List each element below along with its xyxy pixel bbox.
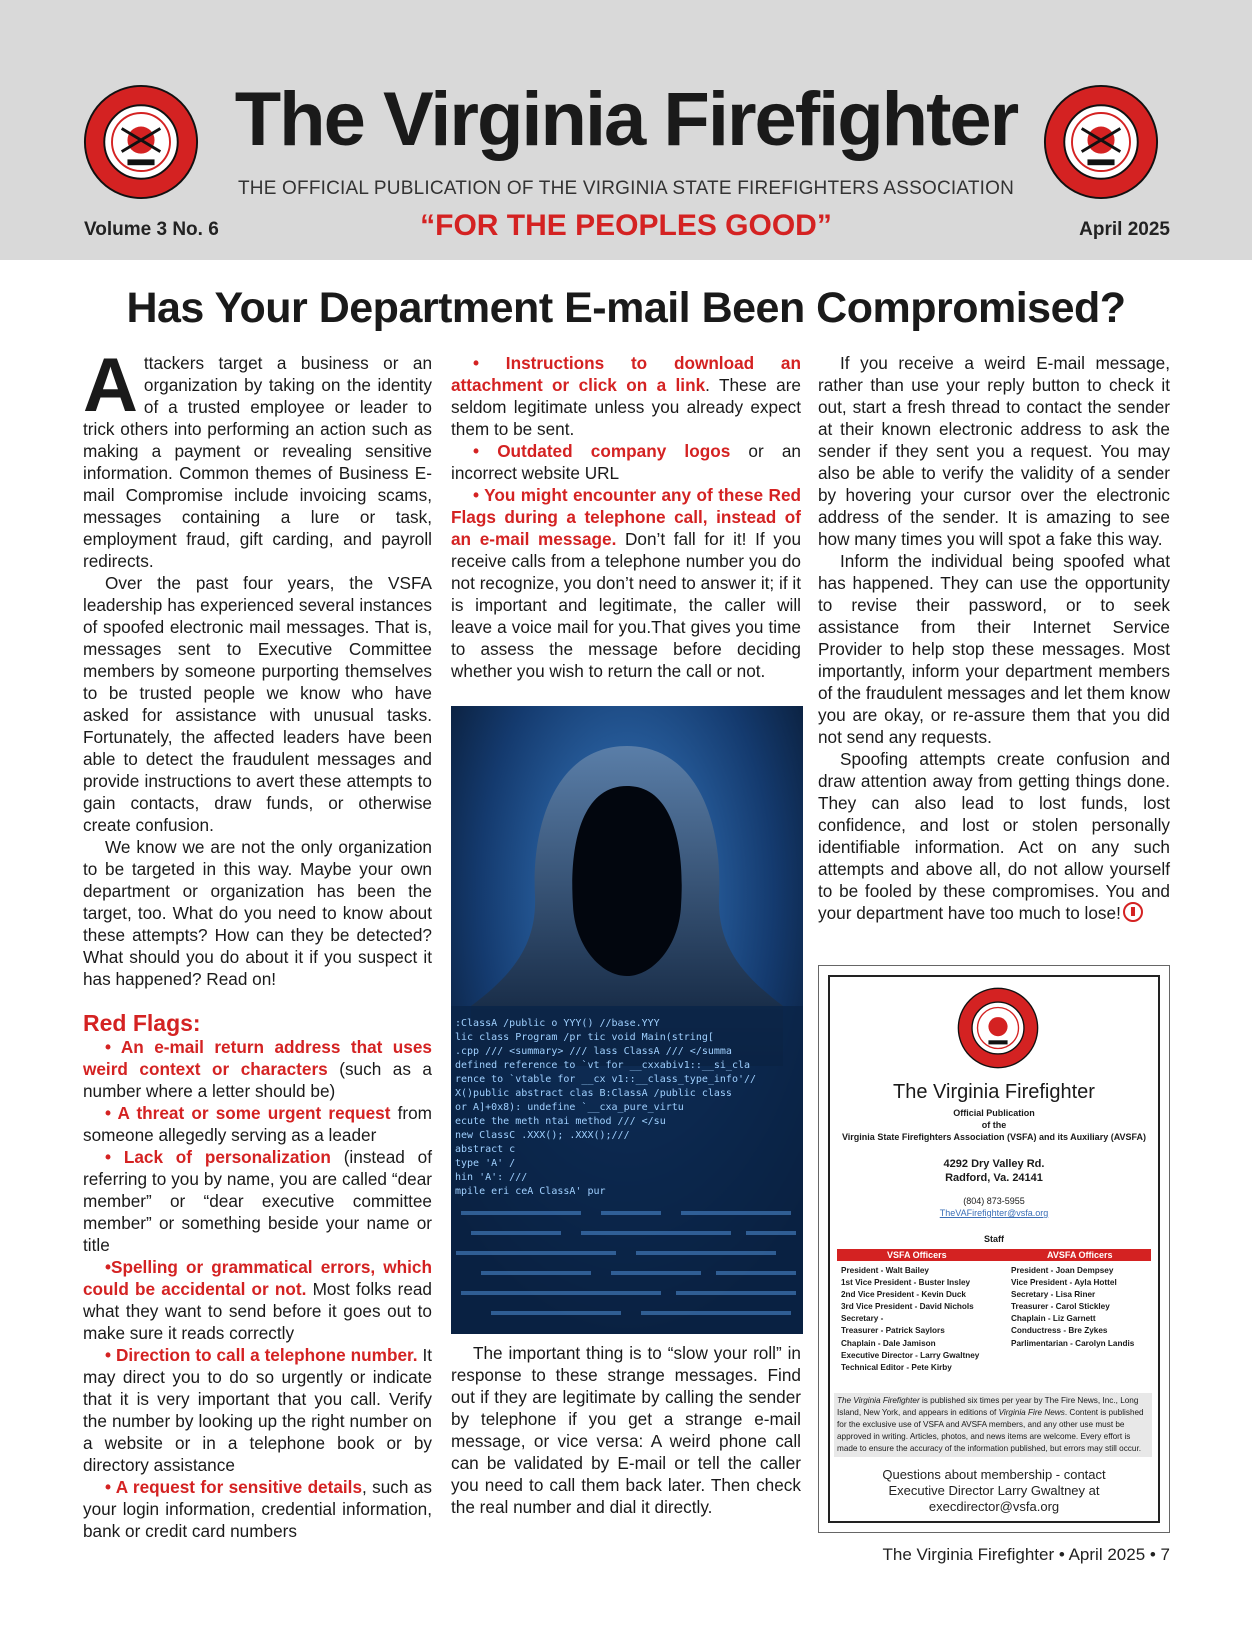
flag-item: • A request for sensitive details, such as your login information, credential information, bank or credit card numbers [83,1477,432,1541]
info-phone: (804) 873-5955 [963,1196,1025,1206]
officer: President - Walt Bailey [841,1266,929,1275]
code-line: type 'A' / [455,1158,516,1169]
membership-contact: Questions about membership - contact Executive Director Larry Gwaltney at execdirector@vsfa.org [830,1467,1158,1515]
officer: Conductress - Bre Zykes [1011,1326,1108,1336]
paragraph: We know we are not the only organization to be targeted in this way. Maybe your own department or organization has been the target, too. What do you need to know about these attempts? How can they be detected? What should you do about it if you suspect it has happened? Read on! [83,837,432,989]
code-line: rence to `vtable for __cx v1::__class_type_info'// [455,1074,757,1085]
paragraph: Spoofing attempts create confusion and draw attention away from getting things done. They can also lead to lost funds, lost confidence, and lost or stolen personally identifiable information. Act on any such attempts and above all, do not allow yourself to be fooled by these compromises. You and your department have too much to lose! [818,749,1170,923]
info-association: Virginia State Firefighters Association (VSFA) and its Auxiliary (AVSFA) [841,1132,1147,1142]
officer: Chaplain - Dale Jamison [841,1338,936,1348]
article-column-1 [83,343,433,1542]
masthead [0,0,1252,260]
code-line: defined reference to `vt for __cxxabiv1::__si_cla [455,1060,751,1071]
code-line: .cpp /// <summary> /// lass ClassA /// </summa [455,1046,732,1057]
officer: Technical Editor - Pete Kirby [841,1362,952,1372]
officer: Executive Director - Larry Gwaltney [841,1350,980,1360]
info-of-the: of the [981,1120,1007,1130]
officer: Parlimentarian - Carolyn Landis [1011,1338,1135,1348]
code-line: X()public abstract clas B:ClassA /public class [455,1088,732,1099]
flag-item: • A threat or some urgent request from someone allegedly serving as a leader [83,1103,432,1145]
contact-email[interactable]: execdirector@vsfa.org [928,1499,1060,1514]
info-title: The Virginia Firefighter [893,1081,1095,1103]
flag-item: • Instructions to download an attachment or click on a link. These are seldom legitimate unless you already expect them to be sent. [451,353,801,439]
vsfa-officers-heading: VSFA Officers [887,1250,947,1260]
flag-item: • Outdated company logos or an incorrect website URL [451,441,801,483]
end-mark-icon [1123,902,1143,922]
code-line: lic class Program /pr tic void Main(string[ [455,1032,714,1043]
officer: Chaplain - Liz Garnett [1011,1314,1096,1324]
code-line: abstract c [455,1144,516,1155]
info-staff: Staff [984,1234,1004,1244]
paragraph: Over the past four years, the VSFA leadership has experienced several instances of spoofed electronic mail messages. That is, messages sent to Executive Committee members by someone purporting themselves to be trusted people we know who have asked for assistance with unusual tasks. Fortunately, the affected leaders have been able to detect the fraudulent messages and provide instructions to avert these attempts to gain contacts, draw funds, or otherwise create confusion. [83,573,432,835]
masthead-title: The Virginia Firefighter [234,77,1018,162]
officer: 3rd Vice President - David Nichols [841,1302,974,1312]
motto: “FOR THE PEOPLES GOOD” [420,209,832,242]
officer: 2nd Vice President - Kevin Duck [841,1290,966,1300]
info-email-wrap [830,1208,1158,1218]
article-column-2 [451,352,801,682]
paragraph: If you receive a weird E-mail message, rather than use your reply button to check it out, start a fresh thread to contact the sender at their known electronic address to ask the sender if they sent you a request. You may also be able to verify the validity of a sender by hovering your cursor over the electronic address of the sender. It is amazing to see how many times you will spot a fake this way. [818,353,1170,549]
code-line: new ClassC .XXX(); .XXX();/// [455,1130,630,1141]
publication-note: The Virginia Firefighter is published six times per year by The Fire News, Inc., Long Island, New York, and appears in editions of Virginia Fire News. Content is published for the exclusive use of VSFA and AVSFA members, and any other use must be approved in writing. Articles, photos, and news items are welcome. Every effort is made to ensure the accuracy of the information published, but errors may still occur. [834,1393,1152,1457]
info-email-link[interactable]: TheVAFirefighter@vsfa.org [939,1208,1049,1218]
drop-cap: A [83,343,138,428]
flag-item: •Spelling or grammatical errors, which could be accidental or not. Most folks read what they want to send before it goes out to make sure it reads correctly [83,1257,432,1343]
volume-label: Volume 3 No. 6 [84,219,219,240]
publication-info-box [818,965,1170,1533]
info-official: Official Publication [953,1108,1035,1118]
article-column-3 [818,352,1170,924]
officer: Secretary - [841,1314,884,1324]
intro-paragraph: Attackers target a business or an organization by taking on the identity of a trusted employee or leader to trick others into performing an action such as making a payment or revealing sensitive information. Common themes of Business E-mail Compromise include invoicing scams, messages containing a lure or task, employment fraud, gift carding, and payroll redirects. [83,343,432,571]
officer: Vice President - Ayla Hottel [1011,1278,1117,1288]
paragraph: The important thing is to “slow your roll” in response to these strange messages. Find out if they are legitimate by calling the sender by telephone if you get a strange e-mail message, or vice versa: A weird phone call can be validated by E-mail or tell the caller you need to call them back later. Then check the real number and dial it directly. [451,1343,801,1517]
page-footer: The Virginia Firefighter • April 2025 • 7 [882,1545,1170,1564]
red-flags-heading: Red Flags: [83,1010,201,1036]
code-line: hin 'A': /// [455,1172,528,1183]
flag-item: • Direction to call a telephone number. It may direct you to do so urgently or indicate that it is very important that you call. Verify the number by looking up the right number on a website or in a telephone book or by directory assistance [83,1345,433,1475]
info-address-2: Radford, Va. 24141 [945,1172,1043,1184]
masthead-subtitle: THE OFFICIAL PUBLICATION OF THE VIRGINIA STATE FIREFIGHTERS ASSOCIATION [237,178,1015,199]
officers-header-bar [837,1249,1151,1261]
officer: Treasurer - Patrick Saylors [841,1326,945,1336]
paragraph: Inform the individual being spoofed what has happened. They can use the opportunity to revise their password, or to seek assistance from their Internet Service Provider to help stop these messages. Most importantly, inform your department members of the fraudulent messages and let them know you are okay, or re-assure them that you did not send any requests. [818,551,1170,747]
code-line: mpile eri ceA ClassA' pur [455,1186,606,1197]
code-line: ecute the meth ntai method /// </su [455,1116,666,1127]
code-line: or A]+0x8): undefine `__cxa_pure_virtu [455,1102,684,1113]
flag-item: • An e-mail return address that uses weird context or characters (such as a number where a letter should be) [83,1037,432,1101]
flag-item: • You might encounter any of these Red Flags during a telephone call, instead of an e-mail message. Don’t fall for it! If you receive calls from a telephone number you do not recognize, you don’t need to answer it; if it is important and legitimate, the caller will leave a voice mail for you.That gives you time to assess the message before deciding whether you wish to return the call or not. [451,485,802,681]
info-address-1: 4292 Dry Valley Rd. [943,1158,1045,1170]
officer: 1st Vice President - Buster Insley [841,1278,971,1288]
seal-icon [957,987,1039,1069]
issue-date: April 2025 [1079,219,1170,240]
officer: President - Joan Dempsey [1011,1266,1114,1275]
code-line: :ClassA /public o YYY() //base.YYY [455,1018,660,1029]
flag-item: • Lack of personalization (instead of referring to you by name, you are called “dear member” or “dear executive committee member” or something beside your name or title [83,1147,432,1255]
article-headline: Has Your Department E-mail Been Compromised? [126,284,1126,332]
avsfa-officers-heading: AVSFA Officers [1047,1250,1113,1260]
avsfa-officers-list [1011,1265,1134,1350]
officer: Secretary - Lisa Riner [1011,1290,1096,1300]
officer: Treasurer - Carol Stickley [1011,1302,1110,1312]
vsfa-officers-list [841,1265,979,1374]
hacker-photo [451,706,803,1334]
article-column-2-bottom [451,1342,801,1518]
